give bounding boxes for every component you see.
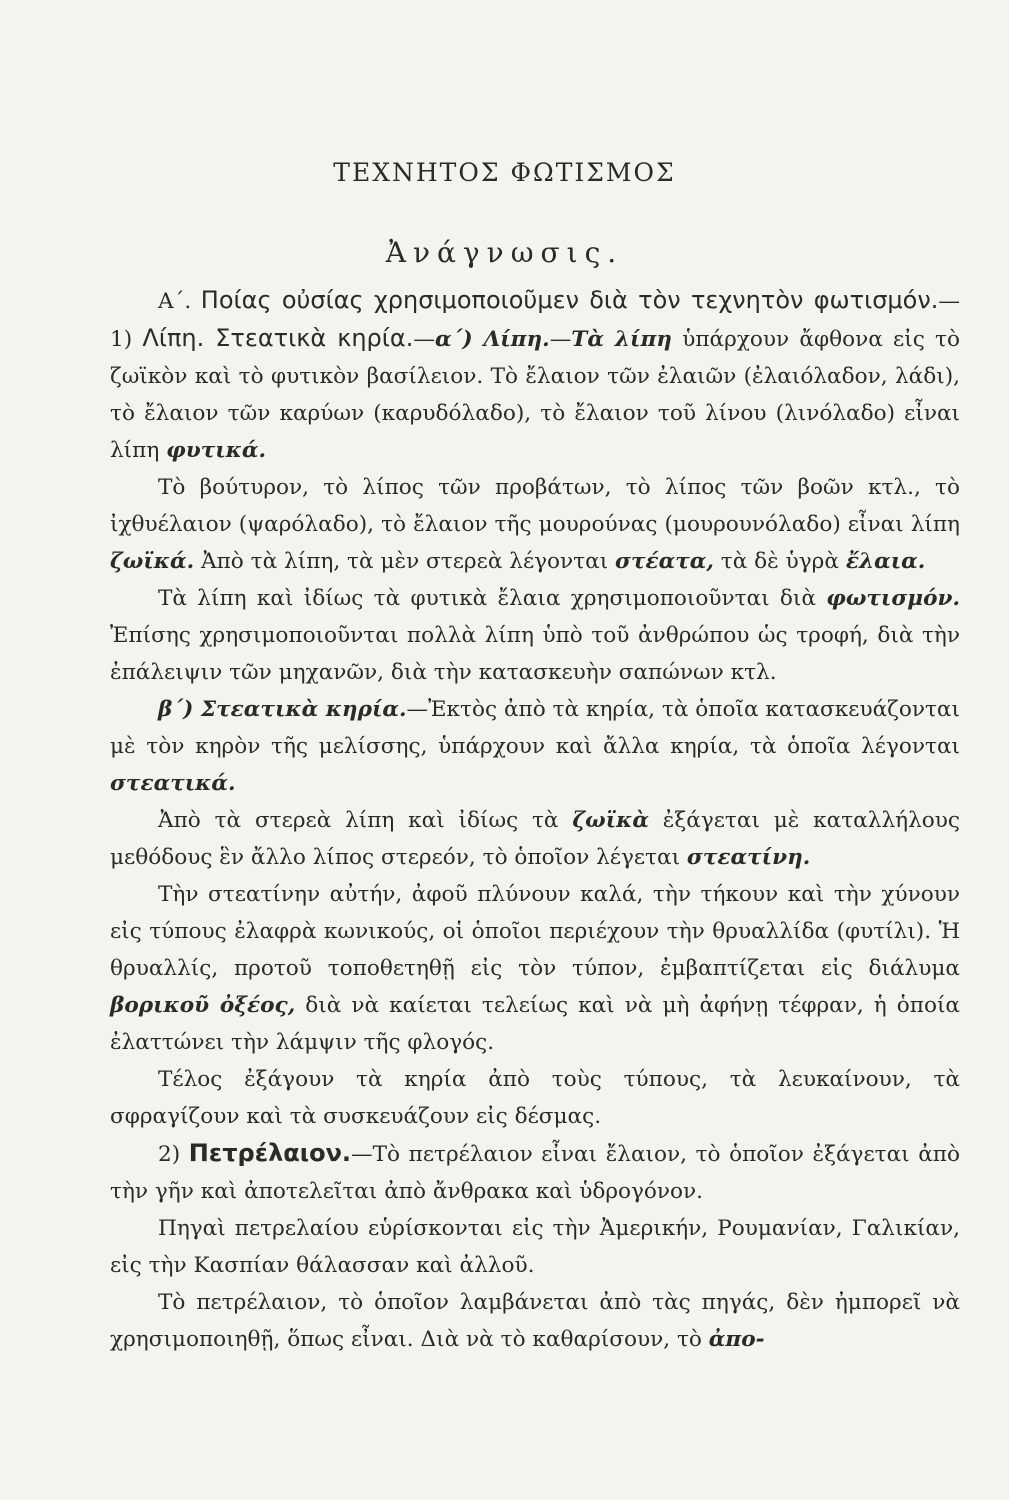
paragraph-text: Ἐκτὸς ἀπὸ τὰ κηρία, τὰ ὁποῖα κατασκευάζονται μὲ τὸν κηρὸν τῆς μελίσσης, ὑπάρχουν καὶ ἄλλα κηρία, τὰ ὁποῖα λέγονται: [110, 697, 960, 759]
section-2-paragraph-2: [110, 1210, 960, 1284]
paragraph-text: ὑπάρχουν ἄφθονα εἰς τὸ ζωϊκὸν καὶ τὸ φυτικὸν βασίλειον. Τὸ ἔλαιον τῶν ἐλαιῶν (ἐλαιόλαδον, λάδι), τὸ ἔλαιον τῶν καρύων (καρυδόλαδο), τὸ ἔλαιον τοῦ λίνου (λινόλαδο) εἶναι λίπη: [110, 327, 960, 463]
section-a-label: Α΄.: [158, 289, 192, 314]
section-b-paragraph-2: [110, 802, 960, 876]
paragraph-text: Τὸ πετρέλαιον, τὸ ὁποῖον λαμβάνεται ἀπὸ τὰς πηγάς, δὲν ἠμπορεῖ νὰ χρησιμοποιηθῇ, ὅπως εἶναι. Διὰ νὰ τὸ καθαρίσουν, τὸ: [110, 1290, 960, 1352]
paragraph-text: ἐξάγεται μὲ καταλλήλους μεθόδους ἓν ἄλλο λίπος στερεόν, τὸ ὁποῖον λέγεται: [110, 808, 960, 870]
section-2-paragraph-1: [110, 1135, 960, 1210]
paragraph-text: Ἐπίσης χρησιμοποιοῦνται πολλὰ λίπη ὑπὸ τοῦ ἀνθρώπου ὡς τροφή, διὰ τὴν ἐπάλειψιν τῶν μηχανῶν, διὰ τὴν κατασκευὴν σαπώνων κτλ.: [110, 623, 960, 685]
paragraph-text: Ἀπὸ τὰ στερεὰ λίπη καὶ ἰδίως τὰ: [158, 808, 559, 833]
section-2-heading: Πετρέλαιον.: [188, 1139, 352, 1167]
emphasis: βορικοῦ ὀξέος,: [110, 993, 296, 1018]
section-a-paragraph-2: [110, 469, 960, 580]
emphasis: ζωϊκά.: [110, 549, 195, 574]
section-b-heading: β΄) Στεατικὰ κηρία.: [158, 697, 407, 722]
dash: —: [413, 327, 435, 352]
emphasis: φωτισμόν.: [826, 586, 960, 611]
paragraph-text: Ἀπὸ τὰ λίπη, τὰ μὲν στερεὰ λέγονται: [201, 549, 609, 574]
section-a-paragraph-3: [110, 580, 960, 691]
emphasis: στέατα,: [615, 549, 714, 574]
paragraph-text: Τὸ βούτυρον, τὸ λίπος τῶν προβάτων, τὸ λίπος τῶν βοῶν κτλ., τὸ ἰχθυέλαιον (ψαρόλαδο), τὸ ἔλαιον τῆς μουρούνας (μουρουνόλαδο) εἶναι λίπη: [110, 475, 960, 537]
paragraph-text: Τὴν στεατίνην αὐτήν, ἀφοῦ πλύνουν καλά, τὴν τήκουν καὶ τὴν χύνουν εἰς τύπους ἐλαφρὰ κωνικούς, οἱ ὁποῖοι περιέχουν τὴν θρυαλλίδα (φυτίλι). Ἡ θρυαλλίς, προτοῦ τοποθετηθῇ εἰς τὸν τύπον, ἐμβαπτίζεται εἰς διάλυμα: [110, 882, 960, 981]
emphasis: στεατικά.: [110, 771, 236, 796]
dash: —1): [110, 289, 960, 352]
page-title: ΤΕΧΝΗΤΟΣ ΦΩΤΙΣΜΟΣ: [333, 158, 676, 187]
section-2-paragraph-3: [110, 1284, 960, 1358]
section-a-heading: Ποίας οὐσίας χρησιμοποιοῦμεν διὰ τὸν τεχνητὸν φωτισμόν.: [200, 286, 939, 314]
paragraph-text: Τὸ πετρέλαιον εἶναι ἔλαιον, τὸ ὁποῖον ἐξάγεται ἀπὸ τὴν γῆν καὶ ἀποτελεῖται ἀπὸ ἄνθρακα καὶ ὑδρογόνον.: [110, 1142, 960, 1204]
alpha-label: α΄) Λίπη.: [434, 327, 550, 352]
emphasis: ἀπο-: [708, 1327, 765, 1352]
subsection-1-heading: Λίπη. Στεατικὰ κηρία.: [142, 324, 414, 352]
page-subtitle: Ἀνάγνωσις.: [385, 236, 624, 269]
section-b-paragraph-1: [110, 691, 960, 802]
paragraph-text: τὰ δὲ ὑγρὰ: [720, 549, 839, 574]
alpha-term: Τὰ λίπη: [571, 327, 672, 352]
paragraph-text: Τέλος ἐξάγουν τὰ κηρία ἀπὸ τοὺς τύπους, τὰ λευκαίνουν, τὰ σφραγίζουν καὶ τὰ συσκευάζουν εἰς δέσμας.: [110, 1067, 960, 1129]
section-a-paragraph-1: [110, 282, 960, 469]
emphasis: ζωϊκὰ: [572, 808, 649, 833]
dash: —: [549, 327, 572, 352]
paragraph-text: Πηγαὶ πετρελαίου εὑρίσκονται εἰς τὴν Ἀμερικήν, Ρουμανίαν, Γαλικίαν, εἰς τὴν Κασπίαν θάλασσαν καὶ ἀλλοῦ.: [110, 1216, 960, 1278]
page-body: [110, 282, 960, 1358]
emphasis: ἔλαια.: [845, 549, 926, 574]
dash: —: [351, 1142, 373, 1167]
section-2-label: 2): [158, 1142, 181, 1167]
emphasis: στεατίνη.: [686, 845, 811, 870]
dash: —: [406, 697, 429, 722]
paragraph-text: διὰ νὰ καίεται τελείως καὶ νὰ μὴ ἀφήνῃ τέφραν, ἡ ὁποία ἐλαττώνει τὴν λάμψιν τῆς φλογός.: [110, 993, 960, 1055]
paragraph-text: Τὰ λίπη καὶ ἰδίως τὰ φυτικὰ ἔλαια χρησιμοποιοῦνται διὰ: [158, 586, 816, 611]
section-b-paragraph-3: [110, 876, 960, 1061]
emphasis: φυτικά.: [166, 438, 266, 463]
section-b-paragraph-4: [110, 1061, 960, 1135]
